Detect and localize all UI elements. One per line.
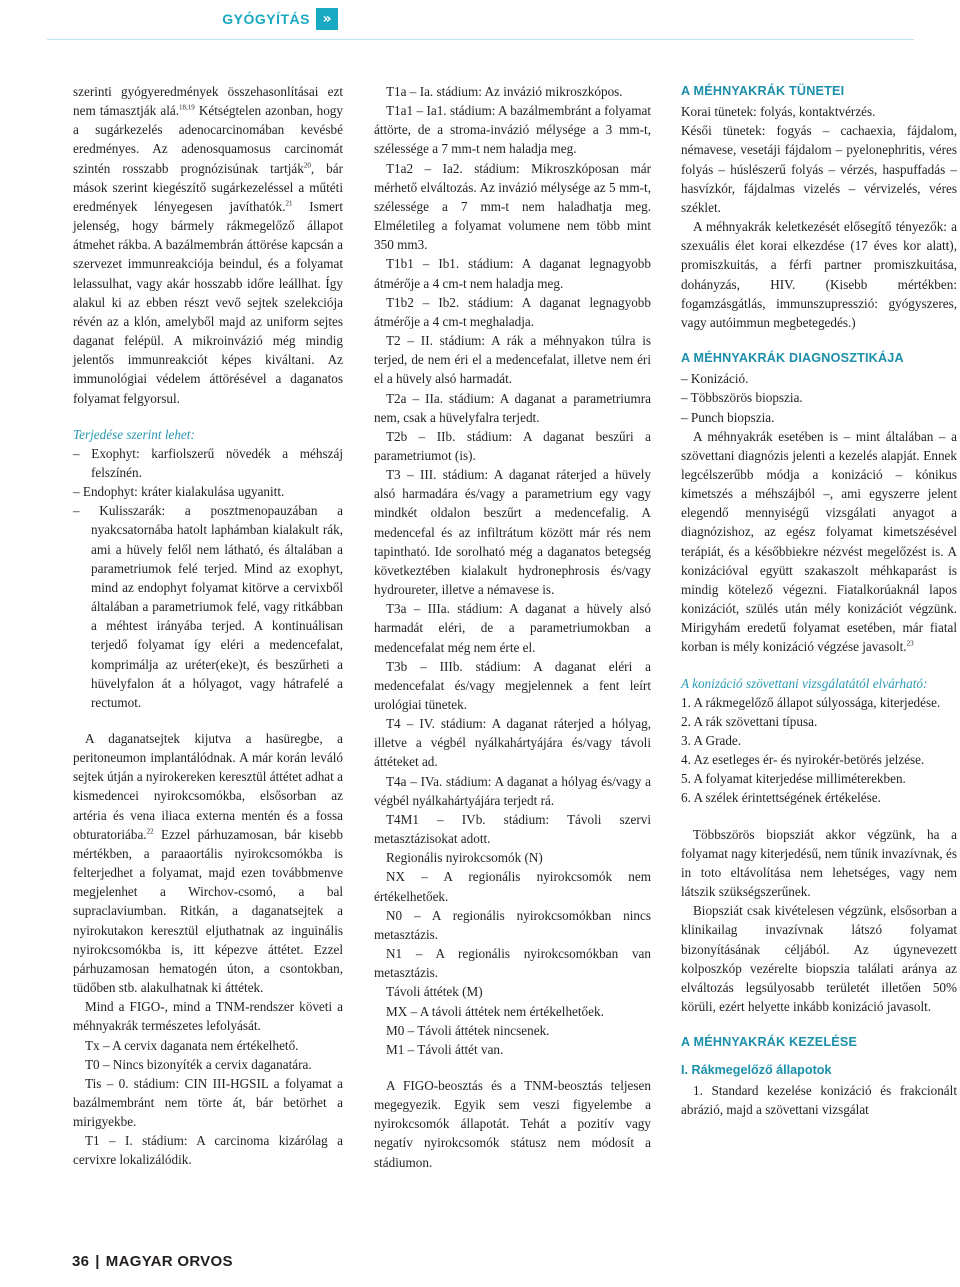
paragraph: A méhnyakrák keletkezését elősegítő tényezők: a szexuális élet korai elkezdése (17 éves kor alatt), promiszkuitás, a férfi partner promiszkuitása, dohányzás, HIV. (Kisebb mértékben: fogamzásgátlás, immunszupresszió: gyógyszeres, vagy autóimmun megbetegedés.)	[681, 219, 957, 330]
paragraph: 1. Standard kezelése konizáció és frakcionált abrázió, majd a szövettani vizsgálat	[681, 1082, 957, 1117]
staging-line: MX – A távoli áttétek nem értékelhetőek.	[386, 1003, 604, 1019]
list-item: – Kulisszarák: a posztmenopauzában a nyakcsatornába hatolt laphámban kialakult rák, ami a hüvely felől nem látható, és általában a parametriumok felé terjed. Mind az exophyt, mind az endophyt folyamat kitörve a cervixből általában a parametriumok felé, vagy ritkábban a méhtest irányába terjed. A kontinuálisan terjedő folyamat így eléri a medencefalat, komprimálja az uréter(eke)t, és beszűrheti a hüvelyfalon át a hólyagot, vagy hátrafelé a rectumot.	[73, 503, 343, 710]
citation-ref: 21	[285, 199, 293, 208]
staging-line: Regionális nyirokcsomók (N)	[386, 850, 543, 866]
subsection-heading: I. Rákmegelőző állapotok	[681, 1063, 832, 1078]
page-footer	[72, 1253, 233, 1270]
paragraph: A daganatsejtek kijutva a hasüregbe, a peritoneumon implantálódnak. A már korán leváló sejtek útján a nyirokereken keresztül áttétet adhat a kismedencei nyirokcsomókba, elsősorban az artéria és vena iliaca externa mentén és a fossa obturatoriába.$^{22}$ Ezzel párhuzamosan, bár kisebb mértékben, a paraaortális nyirokcsomókba is felterjedhet a folyamat, majd ezen továbbmenve megjelenhet a Wirchov-csomó, a bal supraclaviumban. Ritkán, a daganatsejtek a nyirokutakon keresztül eljuthatnak az inguinális nyirokcsomókba is, itt képezve áttétet. Ezzel párhuzamosan hematogén úton, a csontokban, tüdőben stb. alakulhatnak ki áttétek.	[73, 731, 343, 996]
paragraph: Biopsziát csak kivételesen végzünk, elsősorban a klinikailag invazívnak látszó folyamat bizonyításának céljából. Az úgynevezett kolposzkóp vezérelte biopszia találati aránya az elváltozás legsúlyosabb területét illetően 50% körüli, ezért helyette inkább konizáció javasolt.	[681, 903, 957, 1015]
staging-line: T3b – IIIb. stádium: A daganat eléri a medencefalat és/vagy megjelennek a fent leírt urológiai tünetek.	[374, 658, 651, 712]
subheading: A konizáció szövettani vizsgálatától elvárható:	[681, 675, 928, 691]
staging-line: T4a – IVa. stádium: A daganat a hólyag és/vagy a végbél nyálkahártyájára terjedt rá.	[374, 773, 651, 808]
citation-ref: 22	[146, 827, 154, 836]
staging-line: N1 – A regionális nyirokcsomókban van metasztázis.	[374, 946, 651, 981]
staging-line: T2b – IIb. stádium: A daganat beszűri a parametriumot (is).	[374, 428, 651, 463]
staging-line: Távoli áttétek (M)	[386, 984, 483, 1000]
staging-line: T1b1 – Ib1. stádium: A daganat legnagyobb átmérője a 4 cm-t nem haladja meg.	[374, 256, 651, 291]
paragraph: Mind a FIGO-, mind a TNM-rendszer követi a méhnyakrák természetes lefolyását.	[73, 999, 343, 1034]
staging-line: T1 – I. stádium: A carcinoma kizárólag a cervixre lokalizálódik.	[73, 1133, 343, 1168]
staging-line: T3a – IIIa. stádium: A daganat a hüvely alsó harmadát eléri, de a parametriumokban a medencefalat még nem érte el.	[374, 601, 651, 655]
section-heading: A MÉHNYAKRÁK KEZELÉSE	[681, 1035, 858, 1050]
paragraph: Korai tünetek: folyás, kontaktvérzés.	[681, 104, 876, 120]
staging-line: T1a – Ia. stádium: Az invázió mikroszkópos.	[386, 84, 623, 99]
staging-line: T1a1 – Ia1. stádium: A bazálmembránt a folyamat áttörte, de a stroma-invázió mélysége a 3 mm-t, szélessége a 7 mm-t nem haladja meg.	[374, 103, 651, 157]
staging-line: T1b2 – Ib2. stádium: A daganat legnagyobb átmérője a 4 cm-t meghaladja.	[374, 294, 651, 329]
list-item: 1. A rákmegelőző állapot súlyossága, kiterjedése.	[681, 694, 941, 710]
subheading: Terjedése szerint lehet:	[73, 426, 195, 442]
footer-separator: |	[95, 1253, 100, 1270]
column-middle	[374, 82, 651, 1172]
list-item: – Endophyt: kráter kialakulása ugyanitt.	[73, 484, 285, 500]
list-item: 2. A rák szövettani típusa.	[681, 713, 818, 729]
header-divider	[47, 39, 914, 40]
staging-line: T3 – III. stádium: A daganat ráterjed a hüvely alsó harmadára és/vagy a parametrium egy vagy mindkét oldalon beszűrt a medencefalig. A medencefal és az infiltrátum között már rés nem tapintható. Ide sorolható még a daganatos betegség következtében kialakult hydronephrosis és/vagy hydroureter, illetve a némavese is.	[374, 467, 651, 598]
section-tag	[222, 8, 338, 30]
list-item: – Exophyt: karfiolszerű növedék a méhszáj felszínén.	[73, 445, 343, 480]
double-chevron-icon: »	[316, 8, 338, 30]
paragraph: A méhnyakrák esetében is – mint általában – a szövettani diagnózis jelenti a kezelés alapját. Ennek legcélszerűbb módja a konizáció – kónikus kimetszés a méhszájból –, ami egyszerre jelent elegendő mennyiségű vizsgálati anyagot a diagnózishoz, az egész folyamat kimetszésével terápiát, és a későbbiekre nézvést megelőzést is. A konizációval együtt szakaszolt méhkaparást is mindig kötelező végezni. Fiatalkorúaknál lapos konizációt, szülés után mély konizációt végzünk. Mirigyhám eredetű folyamat esetében, már fiatal korban is mély konizáció végzése javasolt.$^{23}$	[681, 428, 957, 655]
staging-line: Tis – 0. stádium: CIN III-HGSIL a folyamat a bazálmembránt nem törte át, bár betörhet a mirigyekbe.	[73, 1075, 343, 1130]
column-right	[681, 82, 957, 1119]
list-item: – Többszörös biopszia.	[681, 390, 803, 406]
section-label: GYÓGYÍTÁS	[222, 11, 310, 27]
column-left	[73, 82, 343, 1170]
page-number: 36	[72, 1253, 90, 1270]
list-item: 5. A folyamat kiterjedése milliméterekben.	[681, 771, 906, 787]
paragraph: Késői tünetek: fogyás – cachaexia, fájdalom, némavese, vesetáji fájdalom – pyelonephritis, véres folyás – húslészerű folyás – vérzés, haspuffadás – hasvízkór, fájdalmas vizelés – vérvizelés, véres széklet.	[681, 123, 957, 215]
staging-line: T1a2 – Ia2. stádium: Mikroszkóposan már mérhető elváltozás. Az invázió mélysége az 5 mm-t, szélessége a 7 mm-t nem haladhatja meg. Elméletileg a folyamat volumene nem több mint 350 mm3.	[374, 160, 651, 253]
list-item: – Konizáció.	[681, 371, 749, 387]
staging-line: T4M1 – IVb. stádium: Távoli szervi metasztázisokat adott.	[374, 811, 651, 847]
list-item: – Punch biopszia.	[681, 409, 775, 425]
list-item: 3. A Grade.	[681, 733, 742, 748]
staging-line: NX – A regionális nyirokcsomók nem értékelhetőek.	[374, 869, 651, 904]
list-item: 4. Az esetleges ér- és nyirokér-betörés jelzése.	[681, 752, 925, 768]
citation-ref: 20	[303, 161, 311, 170]
staging-line: N0 – A regionális nyirokcsomókban nincs metasztázis.	[374, 907, 651, 942]
citation-ref: 18,19	[179, 103, 195, 112]
paragraph: A FIGO-beosztás és a TNM-beosztás teljesen megegyezik. Egyik sem veszi figyelembe a nyirokcsomók állapotát. Tehát a pozitív vagy negatív nyirokcsomók státusz nem módosít a stádiumon.	[374, 1077, 651, 1170]
staging-line: M0 – Távoli áttétek nincsenek.	[386, 1022, 550, 1038]
staging-line: T0 – Nincs bizonyíték a cervix daganatára.	[85, 1056, 312, 1072]
staging-line: T2a – IIa. stádium: A daganat a parametriumra nem, csak a hüvelyfalra terjedt.	[374, 390, 651, 425]
list-item: 6. A szélek érintettségének értékelése.	[681, 790, 881, 806]
staging-line: T2 – II. stádium: A rák a méhnyakon túlra is terjed, de nem éri el a medencefalat, illetve nem éri el a hüvely alsó harmadát.	[374, 333, 651, 387]
paragraph: Többszörös biopsziát akkor végzünk, ha a folyamat nagy kiterjedésű, nem tűnik invazívnak, és in toto eltávolítása nem lehetséges, vagy nem látszik szükségszerűnek.	[681, 826, 957, 900]
section-heading: A MÉHNYAKRÁK TÜNETEI	[681, 84, 845, 98]
journal-name: MAGYAR ORVOS	[105, 1253, 233, 1270]
citation-ref: 23	[906, 639, 914, 648]
staging-line: Tx – A cervix daganata nem értékelhető.	[85, 1037, 299, 1053]
section-heading: A MÉHNYAKRÁK DIAGNOSZTIKÁJA	[681, 351, 904, 366]
staging-line: M1 – Távoli áttét van.	[386, 1041, 504, 1057]
staging-line: T4 – IV. stádium: A daganat ráterjed a hólyag, illetve a végbél nyálkahártyájára és/vagy távoli áttéteket ad.	[374, 716, 651, 770]
paragraph: szerinti gyógyeredmények összehasonlításai ezt nem támasztják alá.$^{18,19}$ Kétségtelen azonban, hogy a sugárkezelés adenocarcinomában kevésbé eredményes. Az adenosquamosus carcinomát szintén rosszabb prognózisúnak tartják$^{20}$, bár mások szerint kiegészítő sugárkezeléssel a műtéti eredmények lényegesen javíthatók.$^{21}$ Ismert jelenség, hogy bármely rákmegelőző állapot átmehet rákba. A bazálmembrán áttörése kapcsán a szervezet immunreakciója beindul, és a folyamat lelassulhat, vagy akár hosszabb időre leállhat. Így alakul ki az ebben részt vevő sejtek szelekciója révén az a klón, amelyből majd az uniform sejtes daganat felépül. A mikroinvázió még mindig jelentős immunreakciót képes kiváltani. Az immunológiai védelem áttörésével a daganatos folyamat felgyorsul.	[73, 84, 344, 406]
